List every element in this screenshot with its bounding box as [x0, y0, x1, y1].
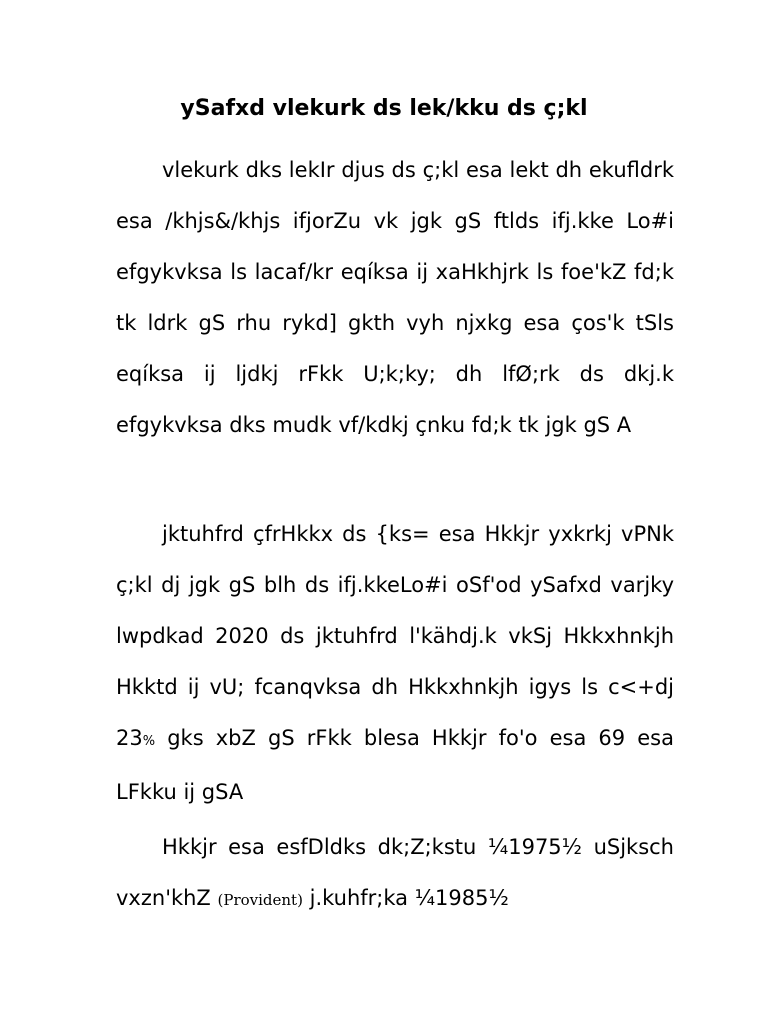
percent-sign: % — [142, 734, 156, 749]
paragraph-3-part-b: j.kuhfr;ka ¼1985½ — [302, 886, 509, 910]
paragraph-2-tail: gks xbZ gS rFkk blesa Hkkjr fo'o esa 69 esa LFkku ij gSA — [116, 726, 674, 804]
paragraph-2-main: jktuhfrd çfrHkkx ds {ks= esa Hkkjr yxkrkj vPNk ç;kl dj jgk gS blh ds ifj.kkeLo#i oSf'od ySafxd varjky lwpdkad 2020 ds jktuhfrd l'kähdj.k vkSj Hkkxhnkjh Hkktd ij vU; fcanqvksa dh Hkkxhnkjh igys ls c<+dj 23 — [116, 522, 674, 750]
paragraph-3-part-a: Hkkjr esa esfDldks dk;Z;kstu ¼1975½ uSjksch vxzn'khZ — [116, 835, 674, 910]
document-title: ySafxd vlekurk ds lek/kku ds ç;kl — [180, 96, 588, 121]
paragraph-2 — [116, 509, 674, 818]
paragraph-1: vlekurk dks lekIr djus ds ç;kl esa lekt dh ekufldrk esa /khjs&/khjs ifjorZu vk jgk gS ftlds ifj.kke Lo#i efgykvksa ls lacaf/kr eqíksa ij xaHkhjrk ls foe'kZ fd;k tk ldrk gS rhu rykd] gkth vyh njxkg esa ços'k tSls eqíksa ij ljdkj rFkk U;k;ky; dh lfØ;rk ds dkj.k efgykvksa dks mudk vf/kdkj çnku fd;k tk jgk gS A — [116, 158, 674, 437]
paragraph-3 — [116, 822, 674, 926]
provident-label: (Provident) — [217, 891, 303, 909]
